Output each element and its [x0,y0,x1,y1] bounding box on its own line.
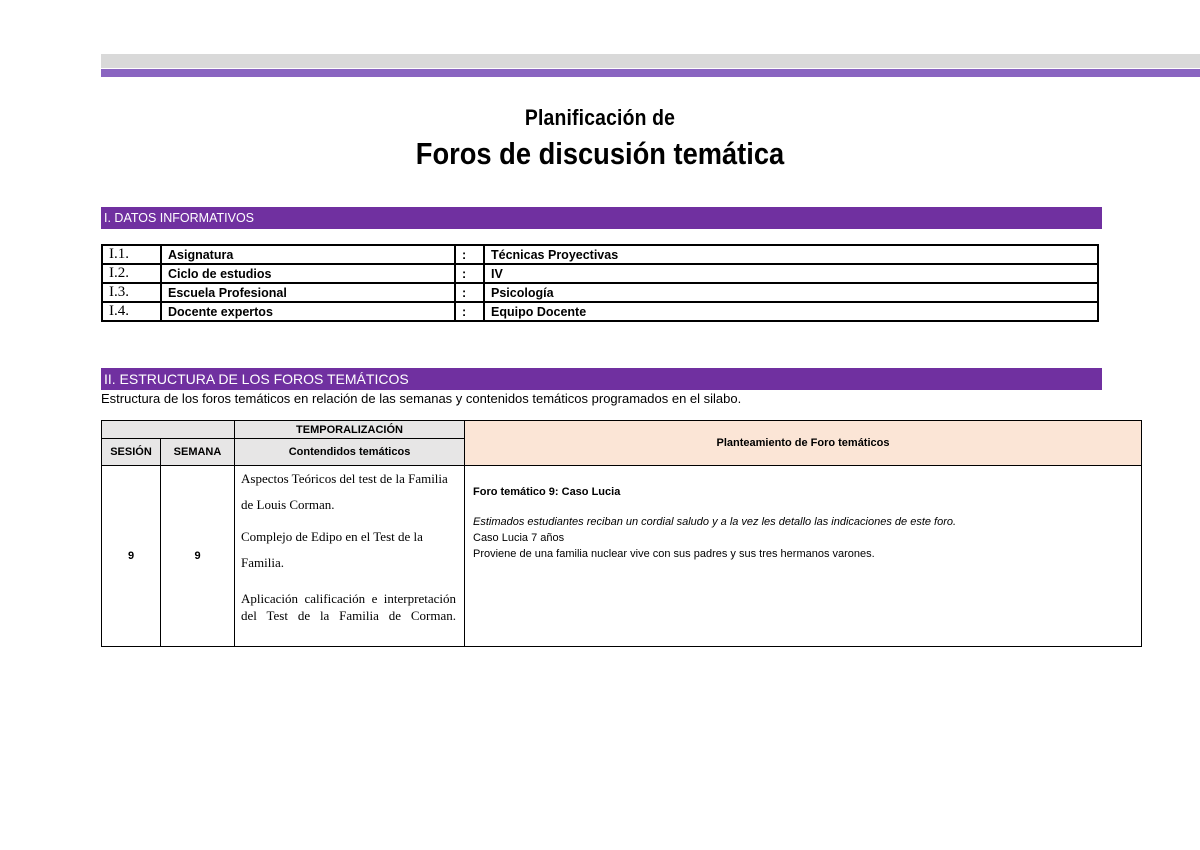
info-row [102,283,1098,302]
foro-description: Proviene de una familia nuclear vive con sus padres y sus tres hermanos varones. [473,548,875,560]
sesion-value: 9 [102,466,161,647]
info-separator: : [455,245,484,264]
info-value: Psicología [484,283,1098,302]
info-label: Ciclo de estudios [161,264,455,283]
top-accent-bar [101,69,1200,77]
foro-case: Caso Lucia 7 años [473,532,565,544]
info-separator: : [455,283,484,302]
foro-title: Foro temático 9: Caso Lucia [473,486,621,498]
info-num: I.4. [102,302,161,321]
contenido-item: Aspectos Teóricos del test de la Familia de Louis Corman. [241,471,448,512]
temporalizacion-header: TEMPORALIZACIÓN [235,421,465,439]
section-heading-estructura: II. ESTRUCTURA DE LOS FOROS TEMÁTICOS [101,368,1102,390]
info-num: I.1. [102,245,161,264]
info-separator: : [455,302,484,321]
info-label: Docente expertos [161,302,455,321]
section-heading-datos: I. DATOS INFORMATIVOS [101,207,1102,229]
info-value: Técnicas Proyectivas [484,245,1098,264]
info-label: Escuela Profesional [161,283,455,302]
planteamiento-header: Planteamiento de Foro temáticos [465,421,1142,466]
sesion-header: SESIÓN [102,439,161,466]
contenido-item: Aplicación calificación e interpretación del Test de la Familia de Corman. [241,591,456,623]
planteamiento-cell [465,466,1142,647]
info-num: I.3. [102,283,161,302]
info-value: IV [484,264,1098,283]
contenidos-header: Contendidos temáticos [235,439,465,466]
datos-informativos-table [101,244,1099,322]
info-row [102,264,1098,283]
title-small: Planificación de [524,105,676,130]
page-title: Foros de discusión temática [415,136,785,171]
estructura-table [101,420,1142,647]
info-row [102,302,1098,321]
info-num: I.2. [102,264,161,283]
semana-header: SEMANA [161,439,235,466]
info-row [102,245,1098,264]
info-label: Asignatura [161,245,455,264]
top-gray-bar [101,54,1200,68]
contenidos-cell [235,466,465,647]
info-value: Equipo Docente [484,302,1098,321]
info-separator: : [455,264,484,283]
table-row [102,466,1142,647]
contenido-item: Complejo de Edipo en el Test de la Familia. [241,529,423,570]
semana-value: 9 [161,466,235,647]
foro-intro: Estimados estudiantes reciban un cordial saludo y a la vez les detallo las indicaciones de este foro. [473,516,957,528]
section-subtitle: Estructura de los foros temáticos en relación de las semanas y contenidos temáticos programados en el silabo. [101,391,742,406]
